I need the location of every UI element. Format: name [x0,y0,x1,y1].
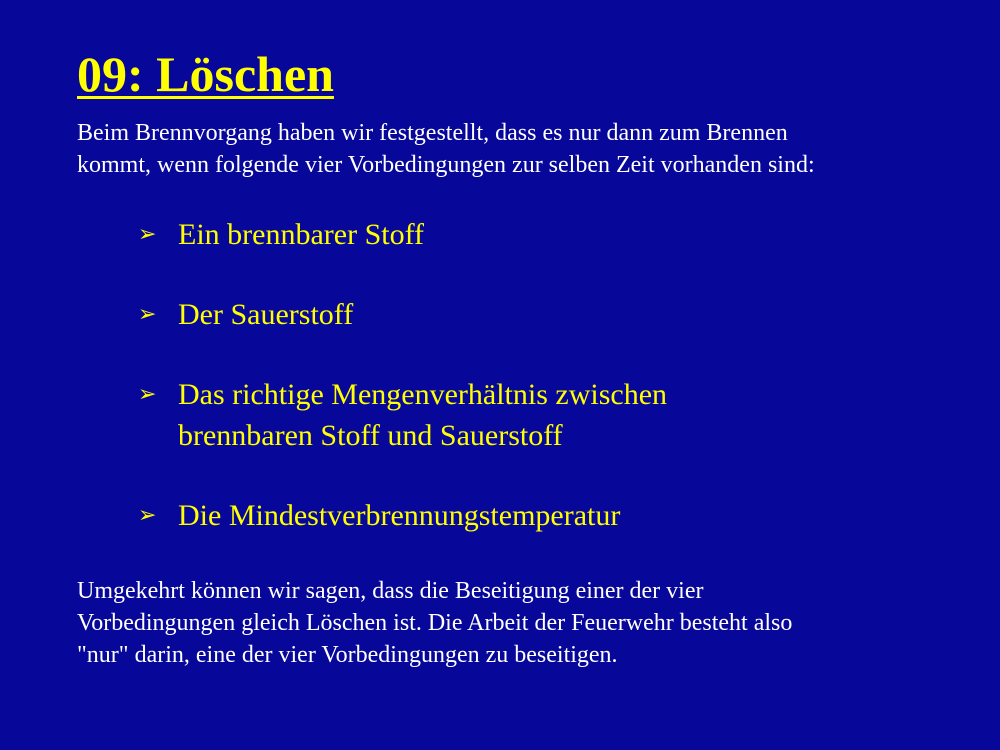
outro-line: "nur" darin, eine der vier Vorbedingungen zu beseitigen. [77,642,618,668]
conditions-list [138,214,938,575]
bullet-text: Das richtige Mengenverhältnis zwischen [178,378,668,411]
outro-line: Umgekehrt können wir sagen, dass die Beseitigung einer der vier [77,578,704,604]
outro-line: Vorbedingungen gleich Löschen ist. Die Arbeit der Feuerwehr besteht also [77,610,793,636]
bullet-text: Ein brennbarer Stoff [178,218,425,251]
arrow-bullet-icon: ➢ [138,503,157,528]
outro-paragraph [77,575,977,671]
arrow-bullet-icon: ➢ [138,382,157,407]
arrow-bullet-icon: ➢ [138,222,157,247]
intro-line: Beim Brennvorgang haben wir festgestellt, dass es nur dann zum Brennen [77,120,788,146]
arrow-bullet-icon: ➢ [138,302,157,327]
slide-title: 09: Löschen [77,46,334,102]
intro-line: kommt, wenn folgende vier Vorbedingungen zur selben Zeit vorhanden sind: [77,152,815,178]
bullet-text: Der Sauerstoff [178,298,354,331]
intro-paragraph [77,117,977,181]
list-item [138,374,938,456]
list-item [138,214,938,255]
bullet-text: Die Mindestverbrennungstemperatur [178,499,621,532]
bullet-text: brennbaren Stoff und Sauerstoff [178,419,563,452]
list-item [138,495,938,536]
list-item [138,294,938,335]
